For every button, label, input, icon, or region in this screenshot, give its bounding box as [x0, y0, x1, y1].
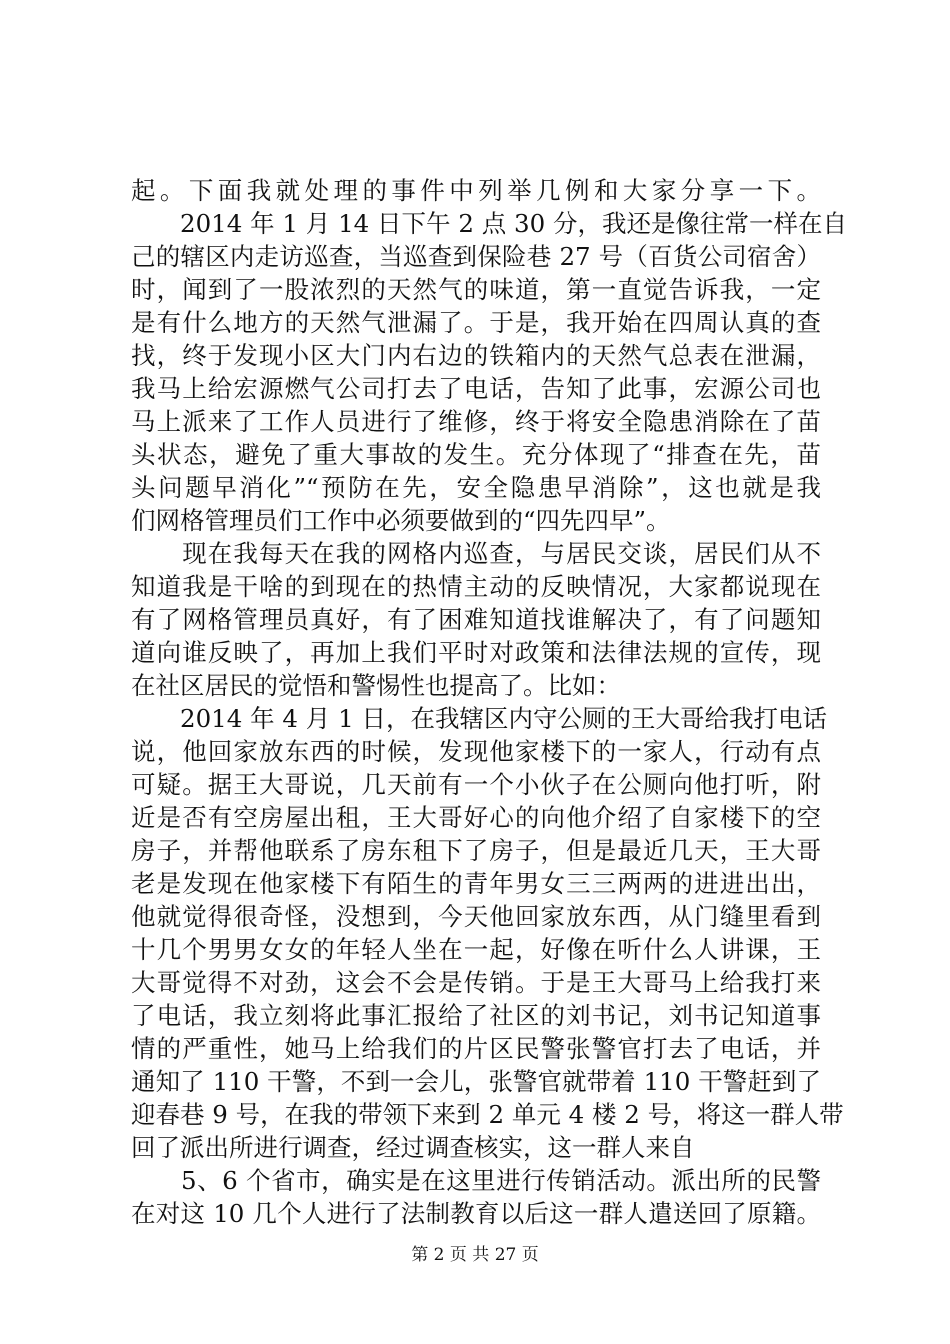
text-line: 说，他回家放东西的时候，发现他家楼下的一家人，行动有点 — [131, 737, 821, 766]
text-line: 十几个男男女女的年轻人坐在一起，好像在听什么人讲课，王 — [131, 935, 821, 964]
text-line: 时，闻到了一股浓烈的天然气的味道，第一直觉告诉我，一定 — [131, 275, 821, 304]
text-line: 有了网格管理员真好，有了困难知道找谁解决了，有了问题知 — [131, 605, 821, 634]
text-line: 了电话，我立刻将此事汇报给了社区的刘书记，刘书记知道事 — [131, 1001, 821, 1030]
text-line: 大哥觉得不对劲，这会不会是传销。于是王大哥马上给我打来 — [131, 968, 821, 997]
text-line: 起。下面我就处理的事件中列举几例和大家分享一下。 — [131, 176, 821, 205]
text-line: 他就觉得很奇怪，没想到，今天他回家放东西，从门缝里看到 — [131, 902, 821, 931]
text-line: 现在我每天在我的网格内巡查，与居民交谈，居民们从不 — [131, 539, 821, 568]
text-line: 道向谁反映了，再加上我们平时对政策和法律法规的宣传，现 — [131, 638, 821, 667]
text-line: 迎春巷 9 号，在我的带领下来到 2 单元 4 楼 2 号，将这一群人带 — [131, 1100, 844, 1129]
text-line: 情的严重性，她马上给我们的片区民警张警官打去了电话，并 — [131, 1034, 821, 1063]
text-line: 通知了 110 干警，不到一会儿，张警官就带着 110 干警赶到了 — [131, 1067, 821, 1096]
text-line: 找，终于发现小区大门内右边的铁箱内的天然气总表在泄漏， — [131, 341, 821, 370]
text-line: 2014 年 1 月 14 日下午 2 点 30 分，我还是像往常一样在自 — [131, 209, 847, 238]
text-line: 回了派出所进行调查，经过调查核实，这一群人来自 — [131, 1133, 695, 1162]
text-line: 知道我是干啥的到现在的热情主动的反映情况，大家都说现在 — [131, 572, 821, 601]
text-line: 老是发现在他家楼下有陌生的青年男女三三两两的进进出出， — [131, 869, 821, 898]
text-line: 在对这 10 几个人进行了法制教育以后这一群人遣送回了原籍。 — [131, 1199, 821, 1228]
text-line: 2014 年 4 月 1 日，在我辖区内守公厕的王大哥给我打电话 — [131, 704, 827, 733]
text-line: 们网格管理员们工作中必须要做到的“四先四早”。 — [131, 506, 671, 535]
text-line: 己的辖区内走访巡查，当巡查到保险巷 27 号（百货公司宿舍） — [131, 242, 821, 271]
text-line: 可疑。据王大哥说，几天前有一个小伙子在公厕向他打听，附 — [131, 770, 821, 799]
text-line: 是有什么地方的天然气泄漏了。于是，我开始在四周认真的查 — [131, 308, 821, 337]
text-line: 房子，并帮他联系了房东租下了房子，但是最近几天，王大哥 — [131, 836, 821, 865]
text-line: 近是否有空房屋出租，王大哥好心的向他介绍了自家楼下的空 — [131, 803, 821, 832]
text-line: 我马上给宏源燃气公司打去了电话，告知了此事，宏源公司也 — [131, 374, 821, 403]
text-line: 5、6 个省市，确实是在这里进行传销活动。派出所的民警 — [131, 1166, 821, 1195]
text-line: 在社区居民的觉悟和警惕性也提高了。比如： — [131, 671, 621, 700]
text-line: 头状态，避免了重大事故的发生。充分体现了“排查在先，苗 — [131, 440, 821, 469]
page-footer: 第 2 页 共 27 页 — [411, 1245, 539, 1265]
text-line: 头问题早消化”“预防在先，安全隐患早消除”，这也就是我 — [131, 473, 821, 502]
text-line: 马上派来了工作人员进行了维修，终于将安全隐患消除在了苗 — [131, 407, 821, 436]
